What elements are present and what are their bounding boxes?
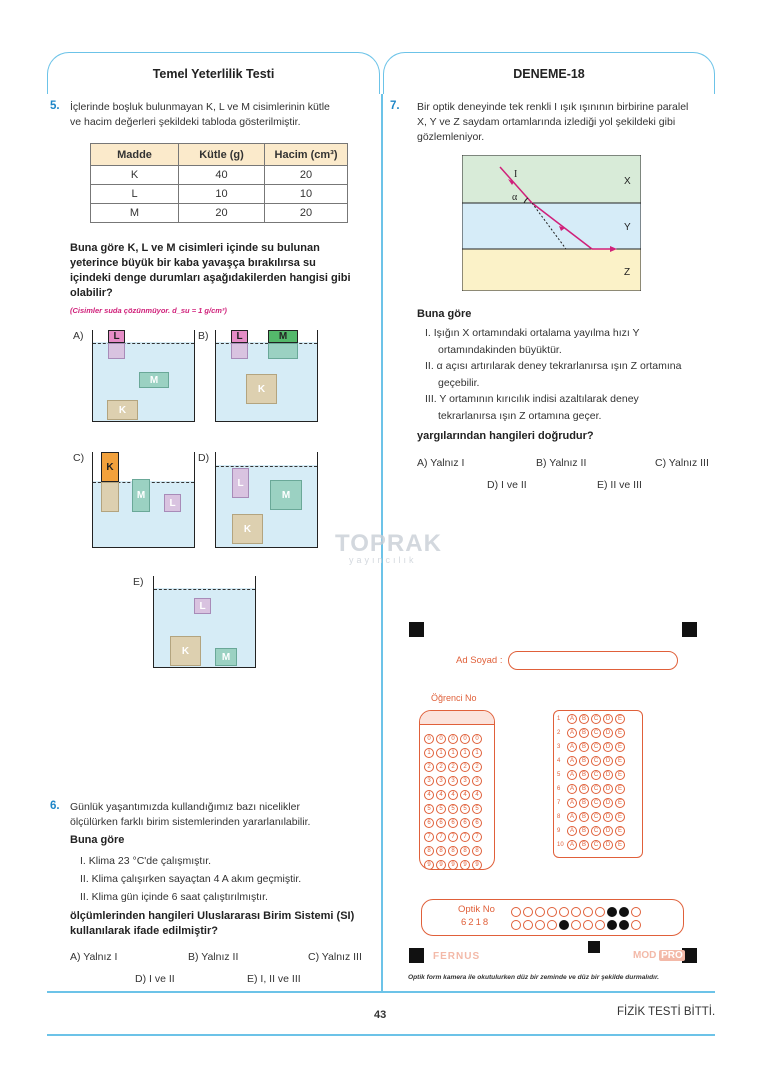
bubble[interactable] xyxy=(571,920,581,930)
block-M: M xyxy=(268,330,298,343)
bubble[interactable]: 3 xyxy=(436,776,446,786)
bubble[interactable]: B xyxy=(579,798,589,808)
student-no-row xyxy=(423,727,491,741)
table-row xyxy=(91,204,348,223)
bubble[interactable]: 7 xyxy=(460,832,470,842)
bubble[interactable]: E xyxy=(615,798,625,808)
answer-row xyxy=(557,742,639,756)
answer-row xyxy=(557,770,639,784)
medium-y-label: Y xyxy=(624,222,631,233)
answer-row xyxy=(557,756,639,770)
table-header: Madde xyxy=(91,144,179,166)
fernus-logo: FERNUS xyxy=(433,951,481,962)
q5-tank-d[interactable] xyxy=(215,452,318,548)
block-L-submerged xyxy=(108,343,125,359)
q7-item: tekrarlanırsa ışın Z ortamına geçer. xyxy=(438,409,602,422)
block-M: M xyxy=(270,480,302,510)
bubble[interactable] xyxy=(511,907,521,917)
q5-question-1: Buna göre K, L ve M cisimleri içinde su bulunan xyxy=(70,242,320,254)
q7-refraction-diagram xyxy=(462,155,641,291)
q6-items xyxy=(80,852,301,906)
bubble[interactable]: D xyxy=(603,714,613,724)
q7-item: III. Y ortamının kırıcılık indisi azaltılarak deney xyxy=(425,393,639,405)
block-M: M xyxy=(132,479,150,512)
corner-marker xyxy=(588,941,600,953)
q6-answer-c[interactable]: C) Yalnız III xyxy=(308,951,362,963)
bubble[interactable]: 8 xyxy=(424,846,434,856)
answer-row xyxy=(557,826,639,840)
answer-row xyxy=(557,840,639,854)
student-no-row xyxy=(423,797,491,811)
bubble[interactable] xyxy=(607,920,617,930)
bubble[interactable] xyxy=(535,920,545,930)
answer-row xyxy=(557,714,639,728)
student-no-row xyxy=(423,769,491,783)
bubble[interactable] xyxy=(523,920,533,930)
bubble[interactable]: 6 xyxy=(448,818,458,828)
bubble[interactable]: 1 xyxy=(460,748,470,758)
bubble[interactable]: 7 xyxy=(472,832,482,842)
corner-marker xyxy=(682,622,697,637)
table-row xyxy=(91,185,348,204)
student-no-row xyxy=(423,811,491,825)
bubble[interactable]: B xyxy=(579,728,589,738)
q5-question-4: olabilir? xyxy=(70,287,113,299)
student-no-row xyxy=(423,825,491,839)
q7-item: II. α açısı artırılarak deney tekrarlanırsa ışın Z ortamına xyxy=(425,360,682,372)
student-no-row xyxy=(423,839,491,853)
bubble[interactable] xyxy=(583,920,593,930)
student-no-row xyxy=(423,853,491,867)
bubble[interactable]: 7 xyxy=(436,832,446,842)
bubble[interactable]: C xyxy=(591,770,601,780)
q6-answer-a[interactable]: A) Yalnız I xyxy=(70,951,118,963)
bubble[interactable]: D xyxy=(603,756,613,766)
student-no-rows xyxy=(420,725,494,869)
bubble[interactable]: 5 xyxy=(472,804,482,814)
block-L: L xyxy=(194,598,211,614)
q7-item: ortamındakinden büyüktür. xyxy=(438,343,562,356)
bubble[interactable]: 0 xyxy=(436,734,446,744)
bubble[interactable]: C xyxy=(591,714,601,724)
bubble[interactable] xyxy=(595,920,605,930)
block-K: K xyxy=(170,636,201,666)
bubble[interactable]: A xyxy=(567,742,577,752)
table-row xyxy=(91,166,348,185)
bubble[interactable]: A xyxy=(567,714,577,724)
bubble[interactable]: 9 xyxy=(460,860,470,870)
q7-intro xyxy=(417,100,688,145)
q7-intro-2: X, Y ve Z saydam ortamlarında izlediği yol şekildeki gibi xyxy=(417,116,676,128)
end-text: FİZİK TESTİ BİTTİ. xyxy=(617,1006,716,1018)
bubble[interactable]: A xyxy=(567,826,577,836)
q7-answer-a[interactable]: A) Yalnız I xyxy=(417,457,465,469)
bubble[interactable]: 1 xyxy=(424,748,434,758)
bubble[interactable]: C xyxy=(591,840,601,850)
bubble[interactable]: C xyxy=(591,798,601,808)
answer-row-number: 4 xyxy=(557,758,561,764)
table-cell: 20 xyxy=(265,204,348,223)
bubble[interactable]: A xyxy=(567,812,577,822)
bubble[interactable]: 4 xyxy=(460,790,470,800)
q6-item: II. Klima çalışırken sayaçtan 4 A akım geçmiştir. xyxy=(80,873,302,885)
bubble[interactable]: D xyxy=(603,826,613,836)
block-L: L xyxy=(231,330,248,343)
bubble[interactable]: D xyxy=(603,742,613,752)
bubble[interactable]: C xyxy=(591,756,601,766)
bubble[interactable]: 2 xyxy=(472,762,482,772)
answer-row xyxy=(557,798,639,812)
bubble[interactable]: A xyxy=(567,728,577,738)
bubble[interactable] xyxy=(631,907,641,917)
bubble[interactable]: 1 xyxy=(448,748,458,758)
answer-row-number: 6 xyxy=(557,786,561,792)
header-right xyxy=(383,52,715,94)
answer-row-number: 9 xyxy=(557,828,561,834)
bubble[interactable]: E xyxy=(615,826,625,836)
corner-marker xyxy=(409,622,424,637)
bubble[interactable]: A xyxy=(567,798,577,808)
bubble[interactable] xyxy=(619,907,629,917)
table-cell: L xyxy=(91,185,179,204)
student-no-row xyxy=(423,755,491,769)
q5-note: (Cisimler suda çözünmüyor. d_su = 1 g/cm³) xyxy=(70,306,227,315)
bubble[interactable]: 2 xyxy=(436,762,446,772)
q7-buna: Buna göre xyxy=(417,308,472,320)
q5-tank-b[interactable] xyxy=(215,330,318,422)
header-left-title: Temel Yeterlilik Testi xyxy=(152,66,275,81)
bubble[interactable]: 1 xyxy=(436,748,446,758)
answer-row xyxy=(557,728,639,742)
q7-answer-c[interactable]: C) Yalnız III xyxy=(655,457,709,469)
q5-tank-c[interactable] xyxy=(92,452,195,548)
table-header: Hacim (cm³) xyxy=(265,144,348,166)
bubble[interactable]: 2 xyxy=(460,762,470,772)
modpro-logo xyxy=(633,950,685,961)
block-K: K xyxy=(101,452,119,482)
header-left xyxy=(47,52,380,94)
q5-number: 5. xyxy=(50,100,60,112)
q6-intro-2: ölçülürken farklı birim sistemlerinden yararlanılabilir. xyxy=(70,816,311,828)
name-field[interactable] xyxy=(508,651,678,670)
block-L: L xyxy=(164,494,181,512)
bubble[interactable]: C xyxy=(591,826,601,836)
table-cell: 20 xyxy=(265,166,348,185)
bubble[interactable]: 3 xyxy=(448,776,458,786)
student-no-row xyxy=(423,741,491,755)
pro-text: PRO xyxy=(661,950,683,961)
bubble[interactable]: C xyxy=(591,742,601,752)
footer-line-bottom xyxy=(47,1034,715,1036)
block-L: L xyxy=(108,330,125,343)
bubble[interactable]: B xyxy=(579,826,589,836)
bubble[interactable]: 8 xyxy=(472,846,482,856)
optik-row xyxy=(510,917,680,930)
bubble[interactable]: D xyxy=(603,798,613,808)
bubble[interactable]: D xyxy=(603,784,613,794)
bubble[interactable]: 9 xyxy=(472,860,482,870)
student-no-label: Öğrenci No xyxy=(431,693,477,703)
q7-items xyxy=(425,325,681,424)
footer-line-top xyxy=(47,991,715,993)
answer-row-number: 7 xyxy=(557,800,561,806)
bubble[interactable] xyxy=(583,907,593,917)
bubble[interactable]: 4 xyxy=(436,790,446,800)
table-cell: 20 xyxy=(179,204,265,223)
answer-row-number: 3 xyxy=(557,744,561,750)
bubble[interactable]: 7 xyxy=(424,832,434,842)
bubble[interactable]: 4 xyxy=(448,790,458,800)
header-right-title: DENEME-18 xyxy=(513,66,585,81)
answer-row-number: 10 xyxy=(557,842,564,848)
q5-option-d-label[interactable]: D) xyxy=(198,452,210,464)
bubble[interactable] xyxy=(523,907,533,917)
bubble[interactable]: D xyxy=(603,812,613,822)
optik-bubbles xyxy=(510,904,680,930)
q7-number: 7. xyxy=(390,100,400,112)
bubble[interactable] xyxy=(607,907,617,917)
q5-table xyxy=(90,143,348,223)
page-number: 43 xyxy=(374,1009,387,1021)
bubble[interactable]: E xyxy=(615,770,625,780)
block-L-submerged xyxy=(231,343,248,359)
bubble[interactable]: E xyxy=(615,728,625,738)
medium-z-label: Z xyxy=(624,267,631,278)
bubble[interactable] xyxy=(547,920,557,930)
bubble[interactable]: E xyxy=(615,756,625,766)
answer-grid[interactable] xyxy=(553,710,643,858)
block-L: L xyxy=(232,468,249,498)
q5-intro xyxy=(70,100,330,130)
block-K: K xyxy=(107,400,138,420)
bubble[interactable] xyxy=(559,907,569,917)
bubble[interactable]: 3 xyxy=(472,776,482,786)
bubble[interactable]: E xyxy=(615,784,625,794)
mod-text: MOD xyxy=(633,950,657,961)
bubble[interactable]: C xyxy=(591,728,601,738)
bubble[interactable]: D xyxy=(603,770,613,780)
q5-question xyxy=(70,241,351,301)
bubble[interactable] xyxy=(619,920,629,930)
bubble[interactable]: B xyxy=(579,840,589,850)
name-label: Ad Soyad : xyxy=(456,655,503,666)
bubble[interactable]: B xyxy=(579,812,589,822)
bubble[interactable]: B xyxy=(579,742,589,752)
bubble[interactable]: 6 xyxy=(424,818,434,828)
q5-option-b-label[interactable]: B) xyxy=(198,330,209,342)
ray-label: I xyxy=(514,169,518,180)
q7-answer-e[interactable]: E) II ve III xyxy=(597,479,642,491)
bubble[interactable]: E xyxy=(615,812,625,822)
q6-question-2: kullanılarak ifade edilmiştir? xyxy=(70,925,218,937)
medium-x-label: X xyxy=(624,176,631,187)
q7-answer-d[interactable]: D) I ve II xyxy=(487,479,527,491)
bubble[interactable]: C xyxy=(591,812,601,822)
bubble[interactable]: 2 xyxy=(448,762,458,772)
angle-label: α xyxy=(512,192,518,203)
student-no-row xyxy=(423,783,491,797)
bubble[interactable]: 9 xyxy=(448,860,458,870)
student-no-grid[interactable] xyxy=(419,710,495,870)
table-cell: M xyxy=(91,204,179,223)
q6-intro xyxy=(70,800,310,830)
bubble[interactable]: 9 xyxy=(424,860,434,870)
table-header: Kütle (g) xyxy=(179,144,265,166)
bubble[interactable]: E xyxy=(615,840,625,850)
watermark-sub: yayıncılık xyxy=(349,555,417,565)
answer-row xyxy=(557,812,639,826)
q5-intro-2: ve hacim değerleri şekildeki tabloda gösterilmiştir. xyxy=(70,116,301,128)
block-M: M xyxy=(139,372,169,388)
bubble[interactable]: 3 xyxy=(424,776,434,786)
bubble[interactable]: 0 xyxy=(424,734,434,744)
table-cell: 10 xyxy=(265,185,348,204)
bubble[interactable]: A xyxy=(567,784,577,794)
corner-marker xyxy=(409,948,424,963)
bubble[interactable]: A xyxy=(567,770,577,780)
bubble[interactable]: 4 xyxy=(472,790,482,800)
bubble[interactable]: 8 xyxy=(460,846,470,856)
bubble[interactable]: 6 xyxy=(460,818,470,828)
block-M: M xyxy=(215,648,237,666)
bubble[interactable] xyxy=(535,907,545,917)
bubble[interactable] xyxy=(631,920,641,930)
q6-intro-1: Günlük yaşantımızda kullandığımız bazı nicelikler xyxy=(70,801,300,813)
bubble[interactable]: 6 xyxy=(472,818,482,828)
bubble[interactable]: 5 xyxy=(436,804,446,814)
q6-item: I. Klima 23 °C'de çalışmıştır. xyxy=(80,855,212,867)
answer-rows xyxy=(557,714,639,854)
answer-row-number: 5 xyxy=(557,772,561,778)
bubble[interactable]: 0 xyxy=(472,734,482,744)
bubble[interactable]: B xyxy=(579,784,589,794)
bubble[interactable]: 0 xyxy=(460,734,470,744)
bubble[interactable]: 5 xyxy=(460,804,470,814)
bubble[interactable]: C xyxy=(591,784,601,794)
bubble[interactable]: 8 xyxy=(436,846,446,856)
answer-row xyxy=(557,784,639,798)
bubble[interactable]: 3 xyxy=(460,776,470,786)
bubble[interactable]: E xyxy=(615,742,625,752)
optik-row xyxy=(510,904,680,917)
watermark xyxy=(335,530,442,565)
q6-answer-d[interactable]: D) I ve II xyxy=(135,973,175,985)
q6-answer-b[interactable]: B) Yalnız II xyxy=(188,951,239,963)
q7-item: I. Işığın X ortamındaki ortalama yayılma hızı Y xyxy=(425,327,640,339)
bubble[interactable] xyxy=(595,907,605,917)
block-K-submerged xyxy=(101,482,119,512)
answer-row-number: 1 xyxy=(557,716,561,722)
q5-question-2: yeterince büyük bir kaba yavaşça bırakılırsa su xyxy=(70,257,316,269)
bubble[interactable]: B xyxy=(579,756,589,766)
bubble[interactable]: A xyxy=(567,756,577,766)
bubble[interactable]: 6 xyxy=(436,818,446,828)
q5-tank-e[interactable] xyxy=(153,576,256,668)
bubble[interactable]: A xyxy=(567,840,577,850)
q5-option-c-label[interactable]: C) xyxy=(73,452,85,464)
table-cell: 40 xyxy=(179,166,265,185)
bubble[interactable] xyxy=(571,907,581,917)
bubble[interactable] xyxy=(559,920,569,930)
q6-answer-e[interactable]: E) I, II ve III xyxy=(247,973,301,985)
q5-intro-1: İçlerinde boşluk bulunmayan K, L ve M cisimlerinin kütle xyxy=(70,101,330,113)
bubble[interactable]: B xyxy=(579,714,589,724)
q7-item: geçebilir. xyxy=(438,376,480,389)
q5-option-e-label[interactable]: E) xyxy=(133,576,144,588)
bubble[interactable]: B xyxy=(579,770,589,780)
table-cell: 10 xyxy=(179,185,265,204)
bubble[interactable] xyxy=(547,907,557,917)
bubble[interactable]: D xyxy=(603,840,613,850)
bubble[interactable]: 1 xyxy=(472,748,482,758)
bubble[interactable]: 0 xyxy=(448,734,458,744)
bubble[interactable]: 4 xyxy=(424,790,434,800)
answer-row-number: 2 xyxy=(557,730,561,736)
q6-number: 6. xyxy=(50,800,60,812)
q6-question-1: ölçümlerinden hangileri Uluslararası Birim Sistemi (SI) xyxy=(70,910,355,922)
q6-question xyxy=(70,909,354,939)
optik-value: 6218 xyxy=(461,917,491,928)
block-K: K xyxy=(246,374,277,404)
bubble[interactable] xyxy=(511,920,521,930)
q5-option-a-label[interactable]: A) xyxy=(73,330,84,342)
bubble[interactable]: E xyxy=(615,714,625,724)
answer-row-number: 8 xyxy=(557,814,561,820)
optik-label: Optik No xyxy=(458,904,495,915)
bubble[interactable]: 7 xyxy=(448,832,458,842)
bubble[interactable]: 8 xyxy=(448,846,458,856)
block-K: K xyxy=(232,514,263,544)
q7-intro-1: Bir optik deneyinde tek renkli I ışık ışınının birbirine paralel xyxy=(417,101,689,113)
watermark-brand: TOPRAK xyxy=(335,530,442,557)
q5-question-3: içindeki denge durumları aşağıdakilerden hangisi gibi xyxy=(70,272,351,284)
q7-answer-b[interactable]: B) Yalnız II xyxy=(536,457,587,469)
q6-buna: Buna göre xyxy=(70,834,125,846)
bubble[interactable]: D xyxy=(603,728,613,738)
q5-tank-a[interactable] xyxy=(92,330,195,422)
form-warning: Optik form kamera ile okutulurken düz bir zeminde ve düz bir şekilde durmalıdır. xyxy=(408,974,659,981)
q6-item: II. Klima gün içinde 6 saat çalıştırılmıştır. xyxy=(80,891,268,903)
bubble[interactable]: 5 xyxy=(448,804,458,814)
bubble[interactable]: 9 xyxy=(436,860,446,870)
bubble[interactable]: 2 xyxy=(424,762,434,772)
block-M-submerged xyxy=(268,343,298,359)
bubble[interactable]: 5 xyxy=(424,804,434,814)
table-cell: K xyxy=(91,166,179,185)
q7-question: yargılarından hangileri doğrudur? xyxy=(417,430,594,442)
q7-intro-3: gözlemleniyor. xyxy=(417,131,485,143)
